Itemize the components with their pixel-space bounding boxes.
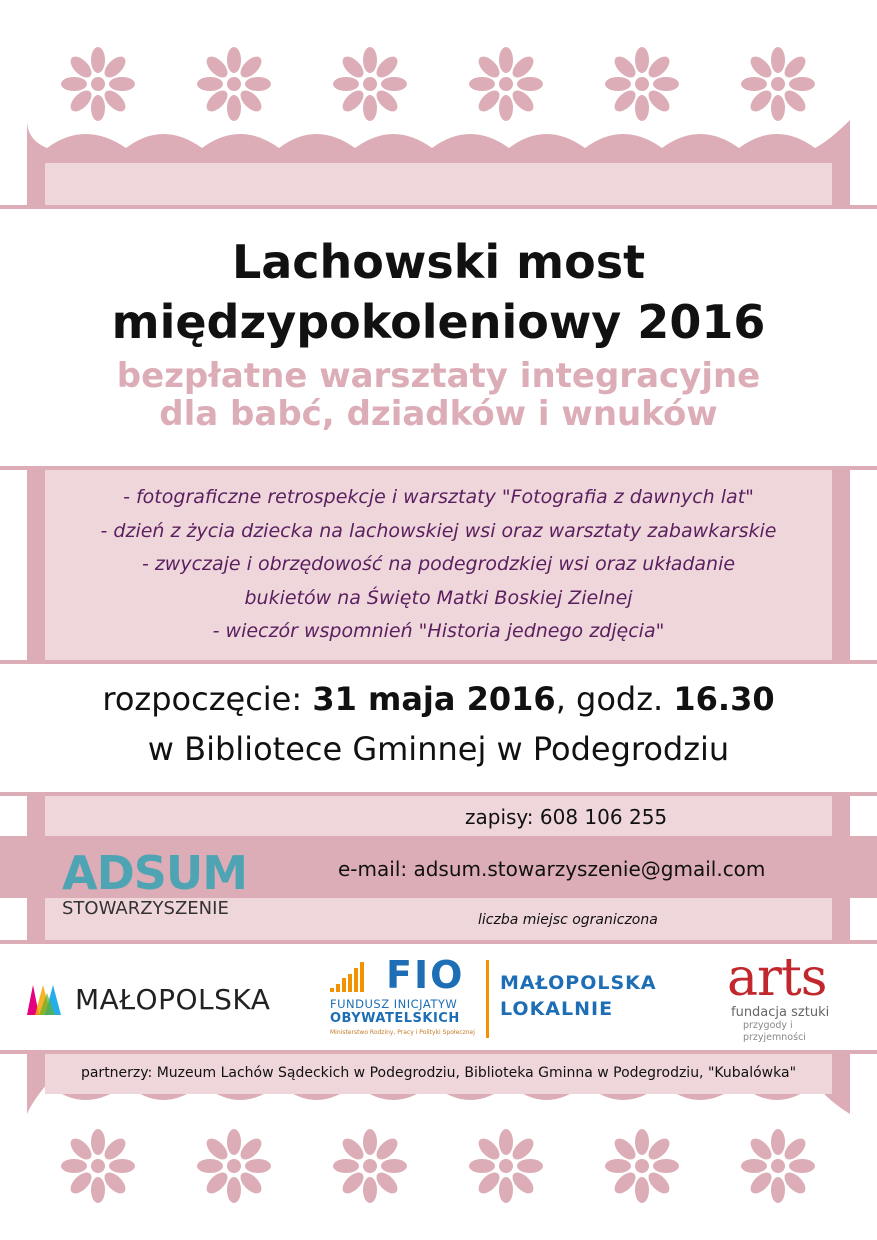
title-line-2: międzypokoleniowy 2016 <box>111 295 766 349</box>
flower-icon <box>738 44 818 124</box>
program-list <box>0 481 877 649</box>
program-item: - fotograficzne retrospekcje i warsztaty "Fotografia z dawnych lat" <box>123 486 754 508</box>
program-item: bukietów na Święto Matki Boskiej Zielnej <box>244 586 633 609</box>
arts-line-2: przygody i przyjemności <box>743 1020 806 1043</box>
phone-number[interactable]: zapisy: 608 106 255 <box>465 805 668 829</box>
subtitle-line-2: dla babć, dziadków i wnuków <box>159 394 718 434</box>
malopolska-mark-icon <box>25 979 65 1019</box>
time-label: , godz. <box>555 680 674 718</box>
start-time: 16.30 <box>673 680 775 718</box>
subtitle-line-1: bezpłatne warsztaty integracyjne <box>116 356 761 396</box>
flower-icon <box>58 44 138 124</box>
fio-logo <box>328 955 488 1045</box>
flower-icon <box>194 44 274 124</box>
fio-line-1: FUNDUSZ INICJATYW <box>330 997 458 1011</box>
page-subtitle <box>0 357 877 433</box>
arts-logo <box>727 948 857 1043</box>
malopolska-lokalnie-logo <box>500 970 700 1030</box>
divider <box>0 205 877 209</box>
event-date <box>0 674 877 724</box>
flower-icon <box>330 1126 410 1206</box>
seats-note: liczba miejsc ograniczona <box>478 912 658 928</box>
event-venue: w Bibliotece Gminnej w Podegrodziu <box>147 730 730 768</box>
lokalnie-line-1: MAŁOPOLSKA <box>500 972 657 994</box>
partners-text: partnerzy: Muzeum Lachów Sądeckich w Podegrodziu, Biblioteka Gminna w Podegrodziu, "Kubalówka" <box>80 1065 797 1081</box>
adsum-name: ADSUM <box>62 846 248 900</box>
lokalnie-line-2: LOKALNIE <box>500 998 614 1020</box>
fio-line-3: Ministerstwo Rodziny, Pracy i Polityki Społecznej <box>330 1029 475 1036</box>
malopolska-text: MAŁOPOLSKA <box>75 983 271 1016</box>
adsum-logo <box>62 848 272 919</box>
title-line-1: Lachowski most <box>231 235 646 289</box>
start-date: 31 maja 2016 <box>312 680 556 718</box>
flower-icon <box>58 1126 138 1206</box>
flower-icon <box>466 1126 546 1206</box>
malopolska-logo <box>25 975 315 1025</box>
logo-separator <box>486 960 489 1038</box>
top-border <box>0 0 877 215</box>
program-item: - dzień z życia dziecka na lachowskiej wsi oraz warsztaty zabawkarskie <box>100 519 777 542</box>
flower-icon <box>738 1126 818 1206</box>
fio-dots-icon <box>328 960 368 996</box>
divider <box>0 660 877 664</box>
program-item: - wieczór wspomnień "Historia jednego zdjęcia" <box>212 620 665 642</box>
divider <box>0 940 877 944</box>
bottom-border <box>0 1054 877 1240</box>
flower-icon <box>602 1126 682 1206</box>
fio-line-2: OBYWATELSKICH <box>330 1011 460 1026</box>
adsum-type: STOWARZYSZENIE <box>62 898 229 919</box>
fio-text: FIO <box>386 953 465 997</box>
arts-text: arts <box>727 948 827 1008</box>
top-inner-band <box>45 163 832 205</box>
email-address[interactable]: e-mail: adsum.stowarzyszenie@gmail.com <box>338 857 766 881</box>
flower-icon <box>602 44 682 124</box>
start-label: rozpoczęcie: <box>102 680 313 718</box>
page-title <box>0 232 877 352</box>
flower-icon <box>466 44 546 124</box>
flower-icon <box>330 44 410 124</box>
program-item: - zwyczaje i obrzędowość na podegrodzkiej wsi oraz układanie <box>141 553 736 575</box>
flower-icon <box>194 1126 274 1206</box>
contact-row-top <box>45 796 832 836</box>
arts-line-1: fundacja sztuki <box>731 1005 830 1020</box>
